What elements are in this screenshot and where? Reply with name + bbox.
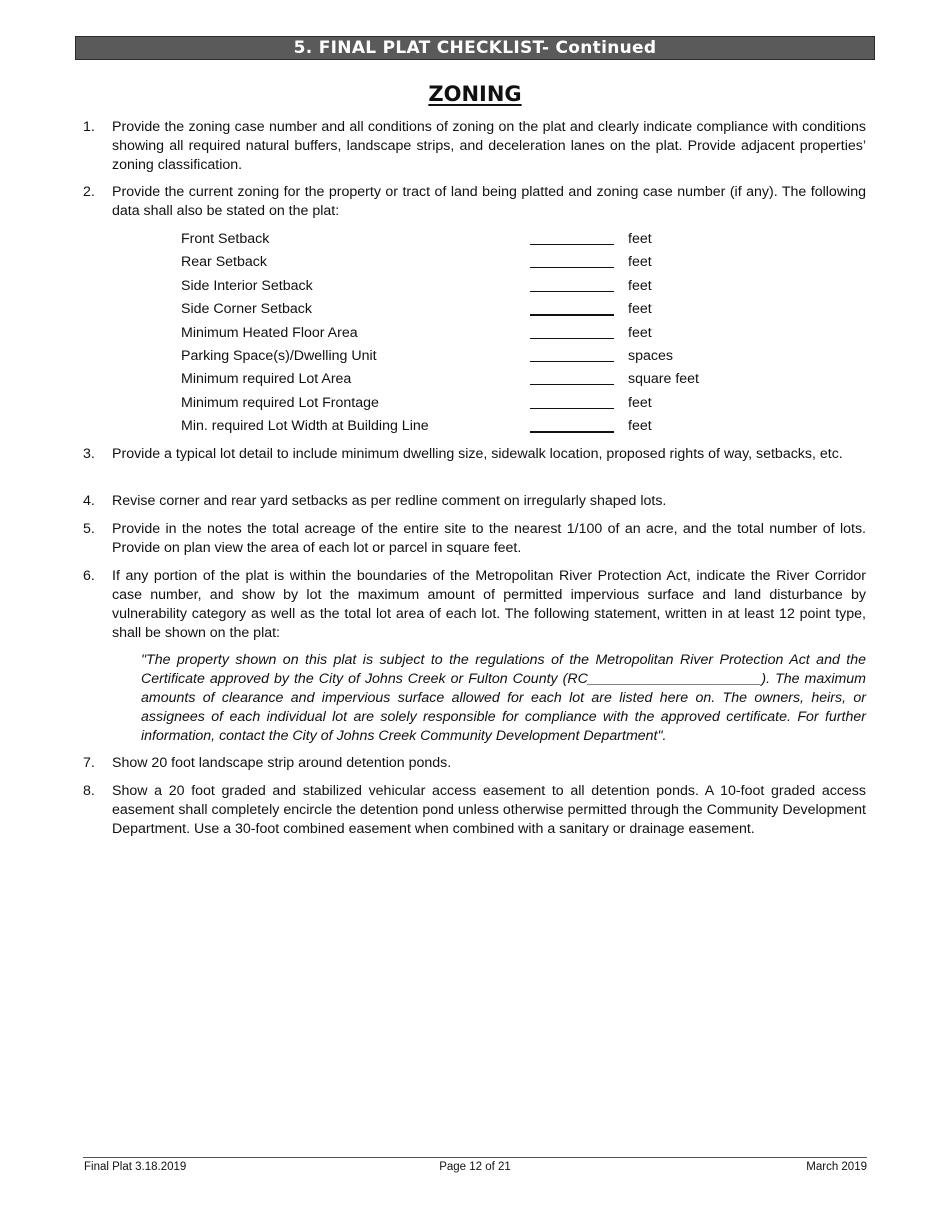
setback-unit: feet <box>628 325 652 341</box>
footer-date: March 2019 <box>806 1161 867 1173</box>
fill-in-blank <box>530 244 614 245</box>
setback-row-side-corner <box>181 300 741 319</box>
setback-label: Side Interior Setback <box>181 278 313 294</box>
fill-in-blank <box>530 338 614 339</box>
checklist-item-5 <box>83 520 866 558</box>
setback-row-rear <box>181 253 741 272</box>
setback-label: Minimum required Lot Frontage <box>181 395 379 411</box>
item-number: 5. <box>83 521 95 537</box>
setback-unit: spaces <box>628 348 673 364</box>
item-number: 3. <box>83 446 95 462</box>
fill-in-blank <box>530 408 614 409</box>
setback-label: Side Corner Setback <box>181 301 312 317</box>
checklist-item-4 <box>83 492 866 511</box>
fill-in-blank <box>530 384 614 385</box>
item-text: Provide a typical lot detail to include minimum dwelling size, sidewalk location, proposed rights of way, setbacks, etc. <box>112 446 843 462</box>
checklist-item-8 <box>83 782 866 839</box>
footer-divider <box>83 1157 867 1158</box>
item-text: Provide in the notes the total acreage of the entire site to the nearest 1/100 of an acre, and the total number of lots. Provide on plan view the area of each lot or parcel in square feet. <box>112 521 866 556</box>
setback-label: Front Setback <box>181 231 270 247</box>
setback-label: Minimum Heated Floor Area <box>181 325 358 341</box>
setback-unit: feet <box>628 278 652 294</box>
section-header-bar: 5. FINAL PLAT CHECKLIST- Continued <box>75 36 875 60</box>
item-number: 4. <box>83 493 95 509</box>
required-plat-statement: "The property shown on this plat is subject to the regulations of the Metropolitan River Protection Act and the Certificate approved by the City of Johns Creek or Fulton County (RC______________________). The maximum amounts of clearance and impervious surface allowed for each lot are listed here on. The owners, heirs, or assignees of each individual lot are solely responsible for compliance with the approved certificate. For further information, contact the City of Johns Creek Community Development Department". <box>141 652 866 744</box>
setback-row-side-interior <box>181 277 741 296</box>
checklist-item-7 <box>83 754 866 773</box>
setback-row-front <box>181 230 741 249</box>
item-number: 1. <box>83 119 95 135</box>
item-number: 7. <box>83 755 95 771</box>
footer-document-name: Final Plat 3.18.2019 <box>84 1161 187 1173</box>
setback-row-parking <box>181 347 741 366</box>
setback-row-lot-width <box>181 417 741 436</box>
section-title: ZONING <box>428 82 522 106</box>
setback-unit: feet <box>628 418 652 434</box>
item-text: Provide the zoning case number and all conditions of zoning on the plat and clearly indicate compliance with conditions showing all required natural buffers, landscape strips, and deceleration lanes on the plat. Provide adjacent properties’ zoning classification. <box>112 119 866 173</box>
setback-unit: square feet <box>628 371 699 387</box>
item-number: 8. <box>83 783 95 799</box>
setback-label: Parking Space(s)/Dwelling Unit <box>181 348 377 364</box>
fill-in-blank <box>530 314 614 316</box>
setback-label: Rear Setback <box>181 254 267 270</box>
fill-in-blank <box>530 431 614 433</box>
setback-label: Minimum required Lot Area <box>181 371 352 387</box>
setback-label: Min. required Lot Width at Building Line <box>181 418 429 434</box>
item-text: Show a 20 foot graded and stabilized vehicular access easement to all detention ponds. A 10-foot graded access easement shall completely encircle the detention pond unless otherwise permitted through the Community Development Department. Use a 30-foot combined easement when combined with a sanitary or drainage easement. <box>112 783 866 837</box>
item-text: If any portion of the plat is within the boundaries of the Metropolitan River Protection Act, indicate the River Corridor case number, and show by lot the maximum amount of permitted impervious surface and land disturbance by vulnerability category as well as the total lot area of each lot. The following statement, written in at least 12 point type, shall be shown on the plat: <box>112 568 866 641</box>
setback-row-lot-frontage <box>181 394 741 413</box>
item-text: Provide the current zoning for the property or tract of land being platted and zoning case number (if any). The following data shall also be stated on the plat: <box>112 184 866 219</box>
item-text: Revise corner and rear yard setbacks as per redline comment on irregularly shaped lots. <box>112 493 667 509</box>
setback-unit: feet <box>628 231 652 247</box>
setback-unit: feet <box>628 254 652 270</box>
checklist-item-1 <box>83 118 866 175</box>
fill-in-blank <box>530 361 614 362</box>
checklist-item-2 <box>83 183 866 221</box>
footer-page-number: Page 12 of 21 <box>439 1161 511 1173</box>
item-number: 2. <box>83 184 95 200</box>
fill-in-blank <box>530 291 614 292</box>
setback-row-heated-floor-area <box>181 324 741 343</box>
item-text: Show 20 foot landscape strip around detention ponds. <box>112 755 452 771</box>
checklist-item-6 <box>83 567 866 643</box>
fill-in-blank <box>530 267 614 268</box>
setback-unit: feet <box>628 301 652 317</box>
setback-row-lot-area <box>181 370 741 389</box>
checklist-item-3 <box>83 445 866 464</box>
setback-unit: feet <box>628 395 652 411</box>
item-number: 6. <box>83 568 95 584</box>
